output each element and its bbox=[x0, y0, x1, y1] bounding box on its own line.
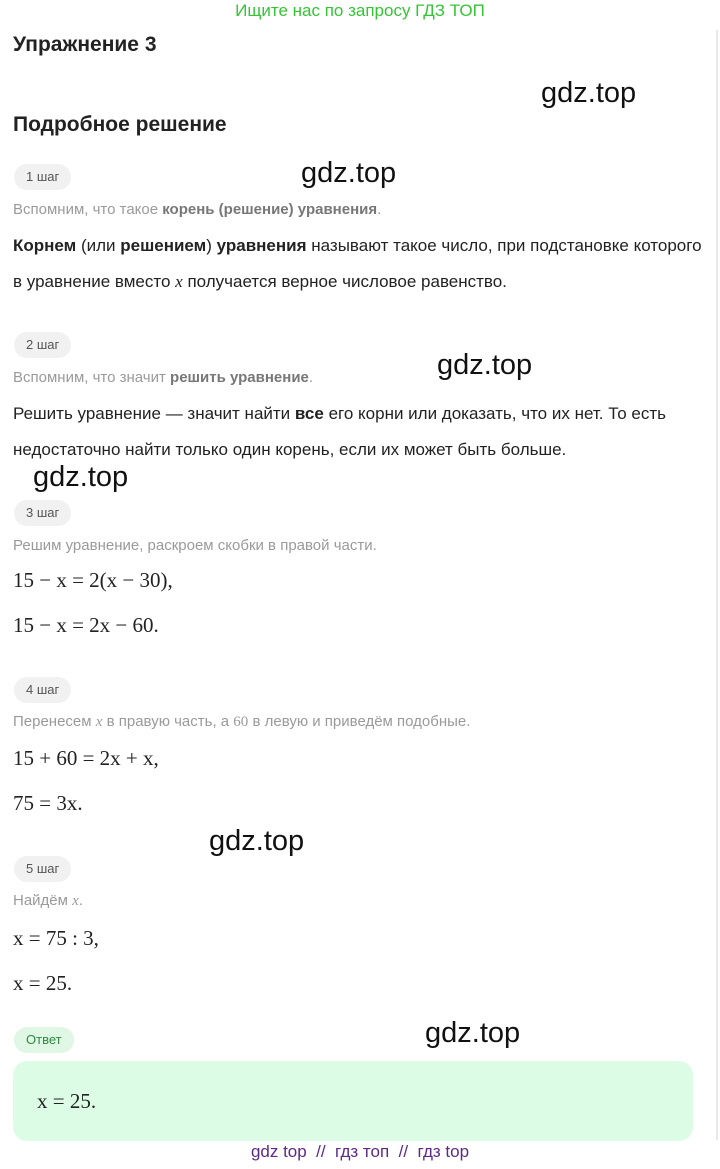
watermark-text: gdz.top bbox=[33, 461, 129, 493]
watermark-text: gdz.top bbox=[209, 825, 305, 857]
math-line: 15 + 60 = 2x + x, bbox=[13, 746, 159, 770]
math-line: x = 25. bbox=[13, 971, 73, 995]
math-line: 75 = 3x. bbox=[13, 791, 83, 815]
answer-box bbox=[13, 1061, 693, 1141]
math-line: 15 − x = 2(x − 30), bbox=[13, 568, 173, 592]
answer-badge: Ответ bbox=[14, 1027, 74, 1053]
step-hint: Вспомним, что значит решить уравнение. bbox=[13, 369, 314, 386]
step-hint: Найдём x. bbox=[13, 892, 83, 909]
math-line: x = 75 : 3, bbox=[13, 926, 99, 950]
watermark-text: gdz.top bbox=[425, 1017, 521, 1049]
page-title: Упражнение 3 bbox=[13, 33, 157, 56]
math-line: 15 − x = 2x − 60. bbox=[13, 613, 159, 637]
step-text: Корнем (или решением) уравнения называют такое число, при подстановке которого в уравнение вместо x получается верное числовое равенство. bbox=[13, 236, 702, 291]
footer-links[interactable]: gdz top // гдз топ // гдз top bbox=[250, 1142, 470, 1161]
scrollbar-track[interactable] bbox=[716, 30, 718, 1140]
step-badge: 5 шаг bbox=[14, 856, 71, 882]
watermark-text: gdz.top bbox=[301, 157, 397, 189]
step-badge: 1 шаг bbox=[14, 164, 71, 190]
step-hint: Решим уравнение, раскроем скобки в правой части. bbox=[13, 537, 377, 554]
step-hint: Вспомним, что такое корень (решение) уравнения. bbox=[13, 201, 382, 218]
watermark-text: gdz.top bbox=[541, 77, 637, 109]
step-text: Решить уравнение — значит найти все его корни или доказать, что их нет. То есть недостаточно найти только один корень, если их может быть больше. bbox=[13, 404, 667, 459]
step-badge: 2 шаг bbox=[14, 332, 71, 358]
step-hint: Перенесем x в правую часть, а 60 в левую и приведём подобные. bbox=[13, 713, 471, 730]
watermark-text: gdz.top bbox=[437, 349, 533, 381]
step-badge: 3 шаг bbox=[14, 500, 71, 526]
step-badge: 4 шаг bbox=[14, 677, 71, 703]
top-banner[interactable]: Ищите нас по запросу ГДЗ ТОП bbox=[235, 1, 485, 20]
answer-value: x = 25. bbox=[37, 1089, 97, 1113]
section-title: Подробное решение bbox=[13, 113, 227, 136]
